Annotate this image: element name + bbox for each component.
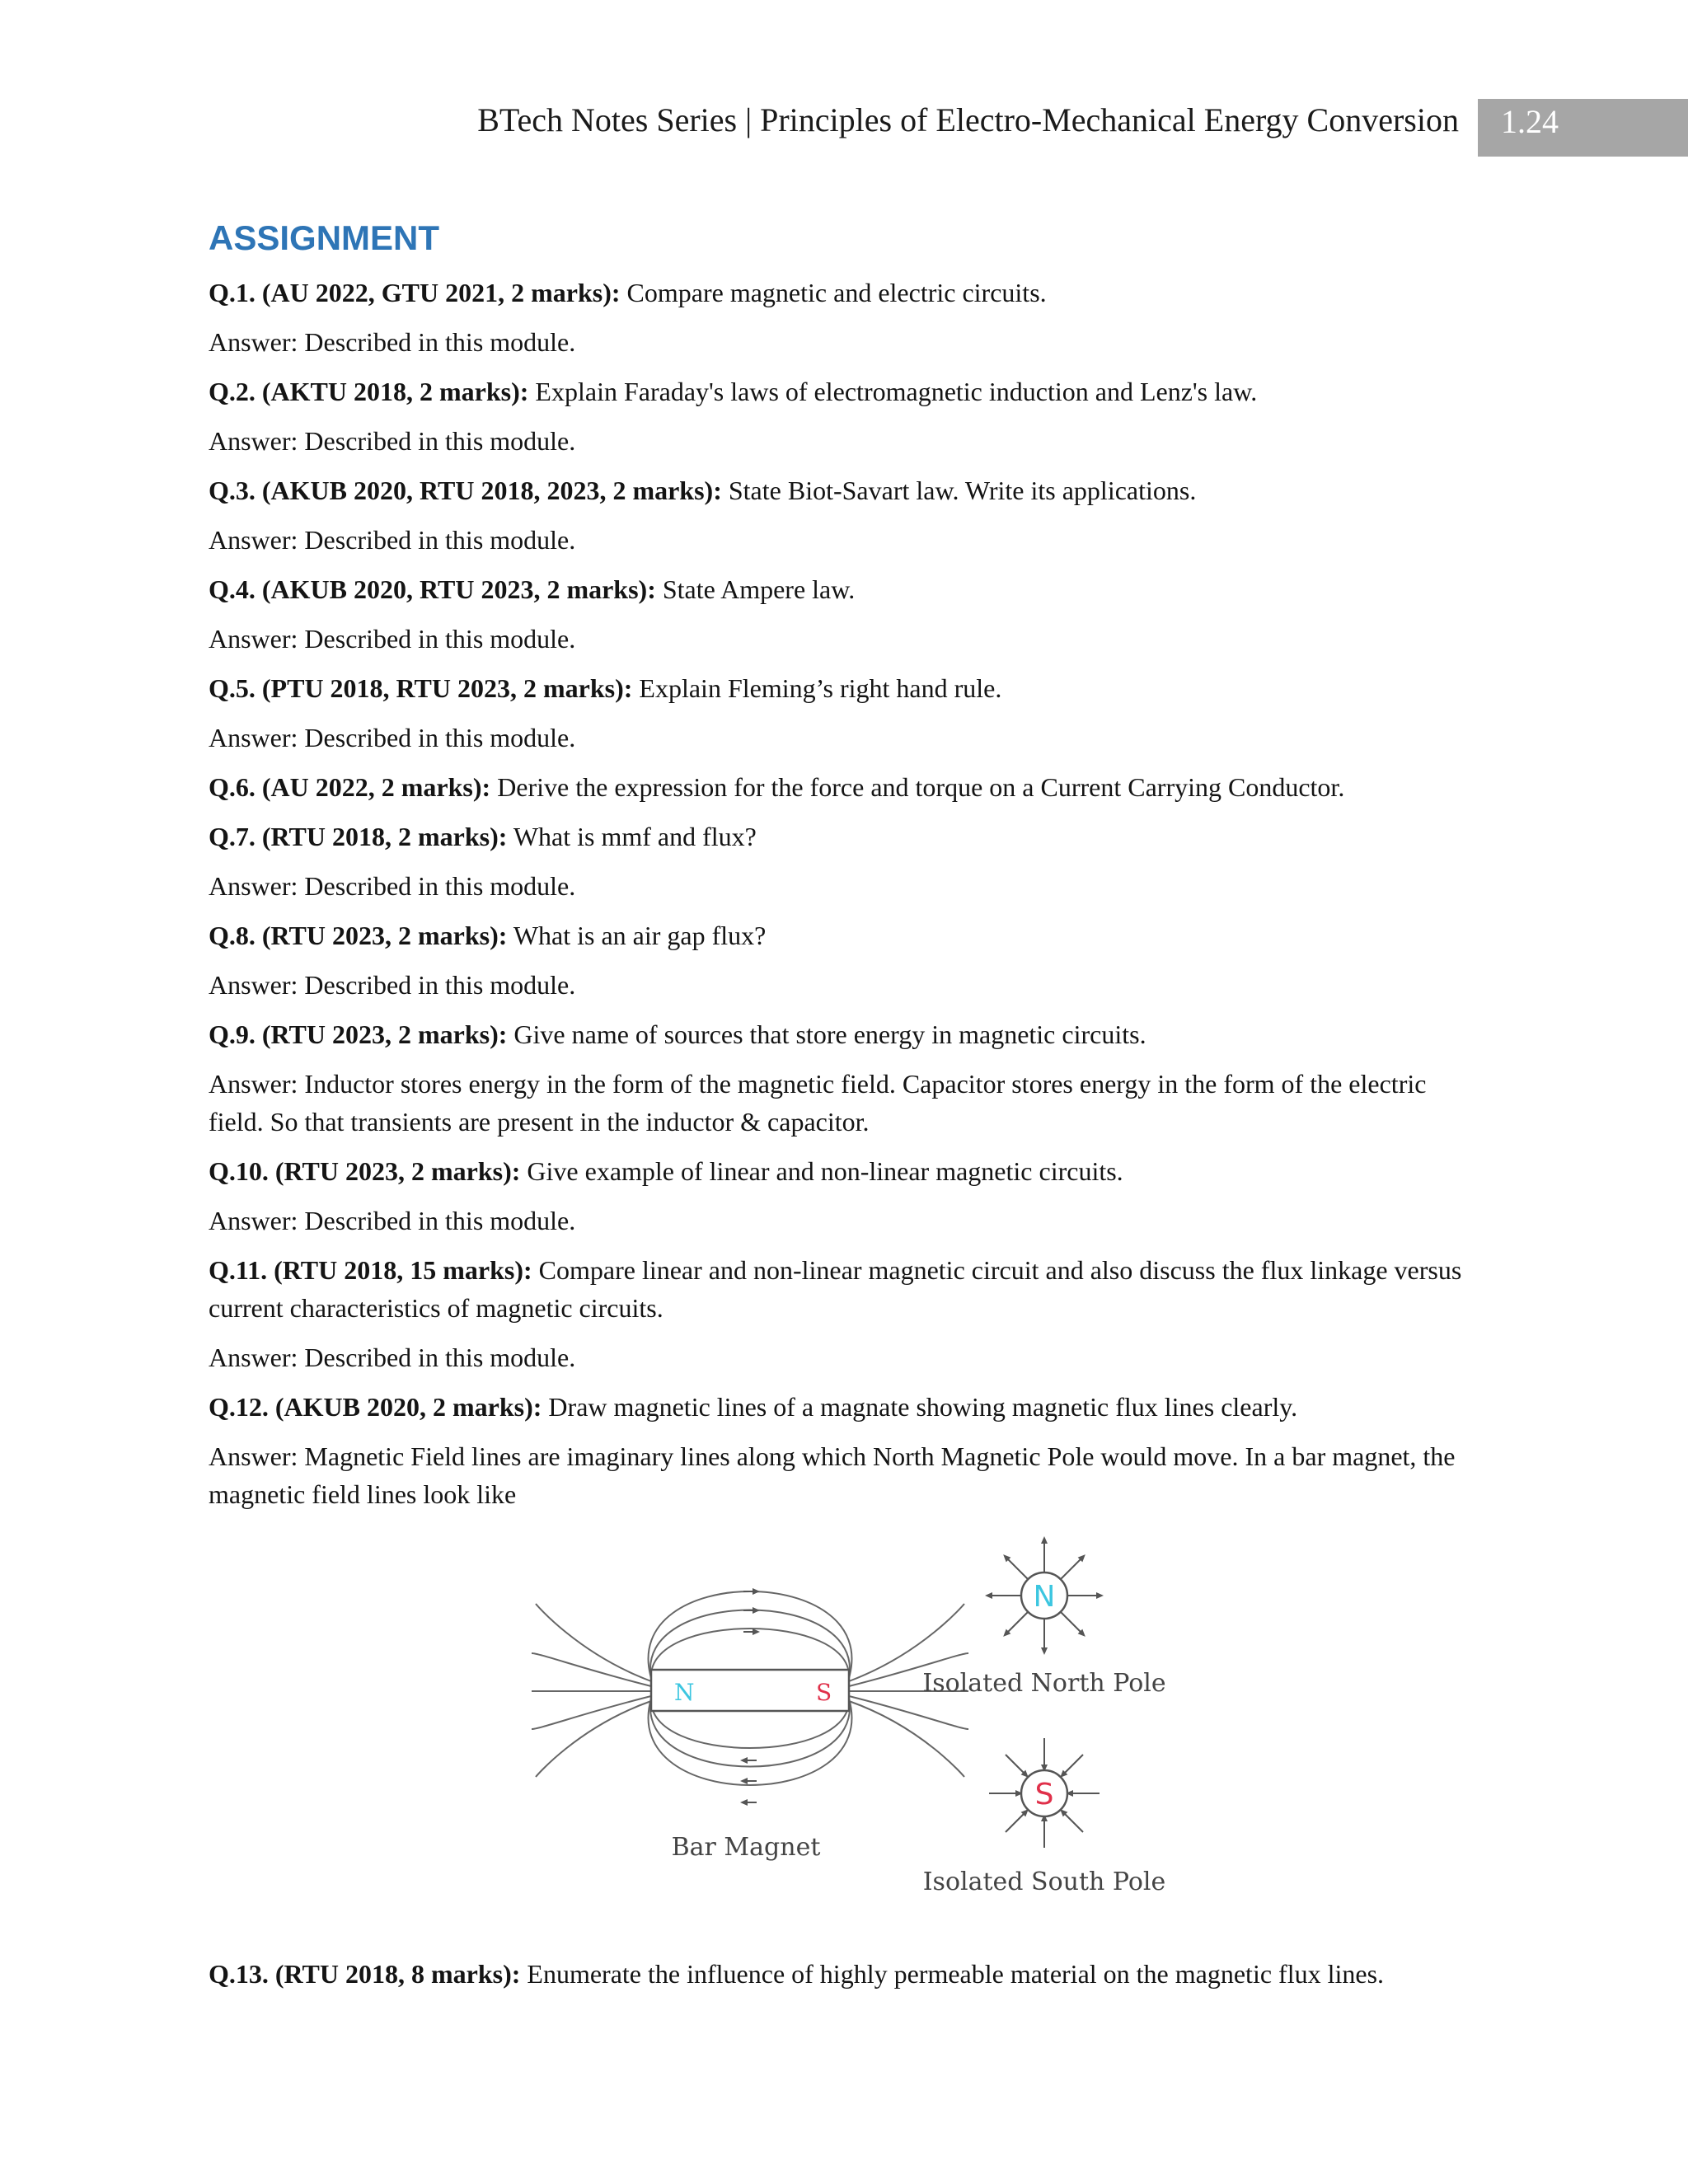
answer-text: Answer: Described in this module. — [209, 624, 576, 654]
bar-magnet-caption: Bar Magnet — [671, 1833, 821, 1862]
answer-text: Answer: Described in this module. — [209, 426, 576, 456]
question-text: What is an air gap flux? — [507, 921, 767, 950]
question-item — [209, 1152, 1478, 1190]
question-item — [209, 1251, 1478, 1327]
south-pole-caption: Isolated South Pole — [922, 1868, 1166, 1896]
page-number-badge: 1.24 — [1478, 99, 1688, 157]
question-label: Q.11. (RTU 2018, 15 marks): — [209, 1255, 532, 1285]
question-item — [209, 1015, 1478, 1053]
question-item-final — [209, 1955, 1478, 1993]
question-text: Explain Faraday's laws of electromagnetic induction and Lenz's law. — [528, 377, 1258, 406]
question-item — [209, 373, 1478, 410]
question-item — [209, 818, 1478, 855]
question-text: State Biot-Savart law. Write its applications. — [721, 476, 1197, 505]
section-heading: ASSIGNMENT — [209, 218, 440, 257]
question-label: Q.12. (AKUB 2020, 2 marks): — [209, 1392, 542, 1422]
answer-text: Answer: Described in this module. — [209, 1343, 576, 1372]
question-item — [209, 669, 1478, 707]
question-label: Q.4. (AKUB 2020, RTU 2023, 2 marks): — [209, 574, 656, 604]
question-list — [209, 274, 1478, 1525]
bar-magnet — [651, 1670, 849, 1711]
question-label: Q.7. (RTU 2018, 2 marks): — [209, 822, 508, 851]
answer-text: Answer: Described in this module. — [209, 970, 576, 1000]
question-label: Q.6. (AU 2022, 2 marks): — [209, 772, 491, 802]
north-pole-letter: N — [1033, 1580, 1056, 1614]
magnet-field-illustration — [528, 1530, 1187, 1909]
answer-text: Answer: Magnetic Field lines are imaginary lines along which North Magnetic Pole would move. In a bar magnet, the magnetic field lines look like — [209, 1441, 1456, 1509]
question-text: Compare linear and non-linear magnetic circuit and also discuss the flux linkage versus current characteristics of magnetic circuits. — [209, 1255, 1462, 1323]
question-label: Q.1. (AU 2022, GTU 2021, 2 marks): — [209, 278, 621, 307]
bar-south-label: S — [816, 1679, 832, 1706]
question-label: Q.2. (AKTU 2018, 2 marks): — [209, 377, 529, 406]
south-pole-letter: S — [1034, 1778, 1054, 1811]
north-pole-caption: Isolated North Pole — [922, 1669, 1166, 1698]
question-text: Enumerate the influence of highly permeable material on the magnetic flux lines. — [520, 1959, 1385, 1989]
question-label: Q.3. (AKUB 2020, RTU 2018, 2023, 2 marks): — [209, 476, 722, 505]
question-item — [209, 1388, 1478, 1426]
question-item — [209, 570, 1478, 608]
answer-text: Answer: Described in this module. — [209, 871, 576, 901]
answer-text: Answer: Described in this module. — [209, 723, 576, 752]
question-text: Explain Fleming’s right hand rule. — [632, 673, 1002, 703]
question-item — [209, 471, 1478, 509]
question-item — [209, 768, 1478, 806]
question-text: What is mmf and flux? — [507, 822, 757, 851]
question-label: Q.8. (RTU 2023, 2 marks): — [209, 921, 508, 950]
question-text: State Ampere law. — [655, 574, 856, 604]
question-text: Give example of linear and non-linear magnetic circuits. — [520, 1156, 1123, 1186]
question-item — [209, 916, 1478, 954]
answer-text: Answer: Described in this module. — [209, 525, 576, 555]
question-label: Q.5. (PTU 2018, RTU 2023, 2 marks): — [209, 673, 633, 703]
question-text: Draw magnetic lines of a magnate showing magnetic flux lines clearly. — [542, 1392, 1298, 1422]
question-item — [209, 274, 1478, 312]
question-label: Q.10. (RTU 2023, 2 marks): — [209, 1156, 521, 1186]
answer-text: Answer: Described in this module. — [209, 1206, 576, 1235]
answer-text: Answer: Described in this module. — [209, 327, 576, 357]
question-text: Give name of sources that store energy in magnetic circuits. — [507, 1019, 1146, 1049]
answer-text: Answer: Inductor stores energy in the form of the magnetic field. Capacitor stores energy in the form of the electric field. So that transients are present in the inductor & capacitor. — [209, 1069, 1427, 1137]
bar-north-label: N — [674, 1679, 695, 1706]
running-header: BTech Notes Series | Principles of Electro-Mechanical Energy Conversion — [477, 101, 1459, 138]
question-text: Compare magnetic and electric circuits. — [620, 278, 1047, 307]
magnet-field-figure — [528, 1530, 1187, 1909]
question-label: Q.13. (RTU 2018, 8 marks): — [209, 1959, 521, 1989]
question-text: Derive the expression for the force and torque on a Current Carrying Conductor. — [490, 772, 1345, 802]
question-label: Q.9. (RTU 2023, 2 marks): — [209, 1019, 508, 1049]
